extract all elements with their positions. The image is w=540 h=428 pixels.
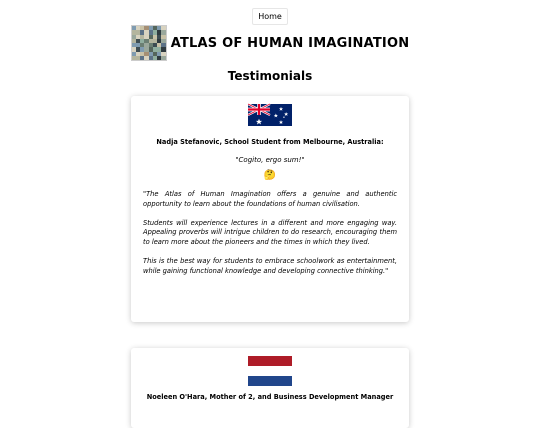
site-header	[0, 25, 540, 61]
testimonial-paragraph: "The Atlas of Human Imagination offers a genuine and authentic opportunity to learn about the foundations of human civilisation.	[143, 190, 397, 208]
testimonial-card	[131, 348, 409, 428]
testimonial-author: Noeleen O'Hara, Mother of 2, and Business Development Manager	[146, 393, 394, 401]
top-nav	[0, 4, 540, 25]
testimonial-paragraph: Students will experience lectures in a different and more engaging way. Appealing proverbs will intrigue children to do research, encouraging them to learn more about the pioneers and the times in which they lived.	[143, 218, 397, 246]
testimonial-quote: "Cogito, ergo sum!"	[235, 156, 305, 164]
testimonial-text	[143, 190, 397, 276]
australia-flag-icon	[131, 103, 409, 129]
testimonial-card	[131, 96, 409, 322]
site-logo-icon[interactable]	[131, 25, 167, 61]
page-title: Testimonials	[227, 69, 313, 83]
site-title: ATLAS OF HUMAN IMAGINATION	[170, 35, 410, 51]
testimonial-author: Nadja Stefanovic, School Student from Melbourne, Australia:	[156, 138, 384, 146]
netherlands-flag-icon	[131, 356, 409, 386]
home-link[interactable]: Home	[252, 8, 288, 25]
thinking-face-icon: 🤔	[263, 170, 277, 181]
testimonial-paragraph: This is the best way for students to embrace schoolwork as entertainment, while gaining functional knowledge and developing connective thinking."	[143, 257, 397, 275]
